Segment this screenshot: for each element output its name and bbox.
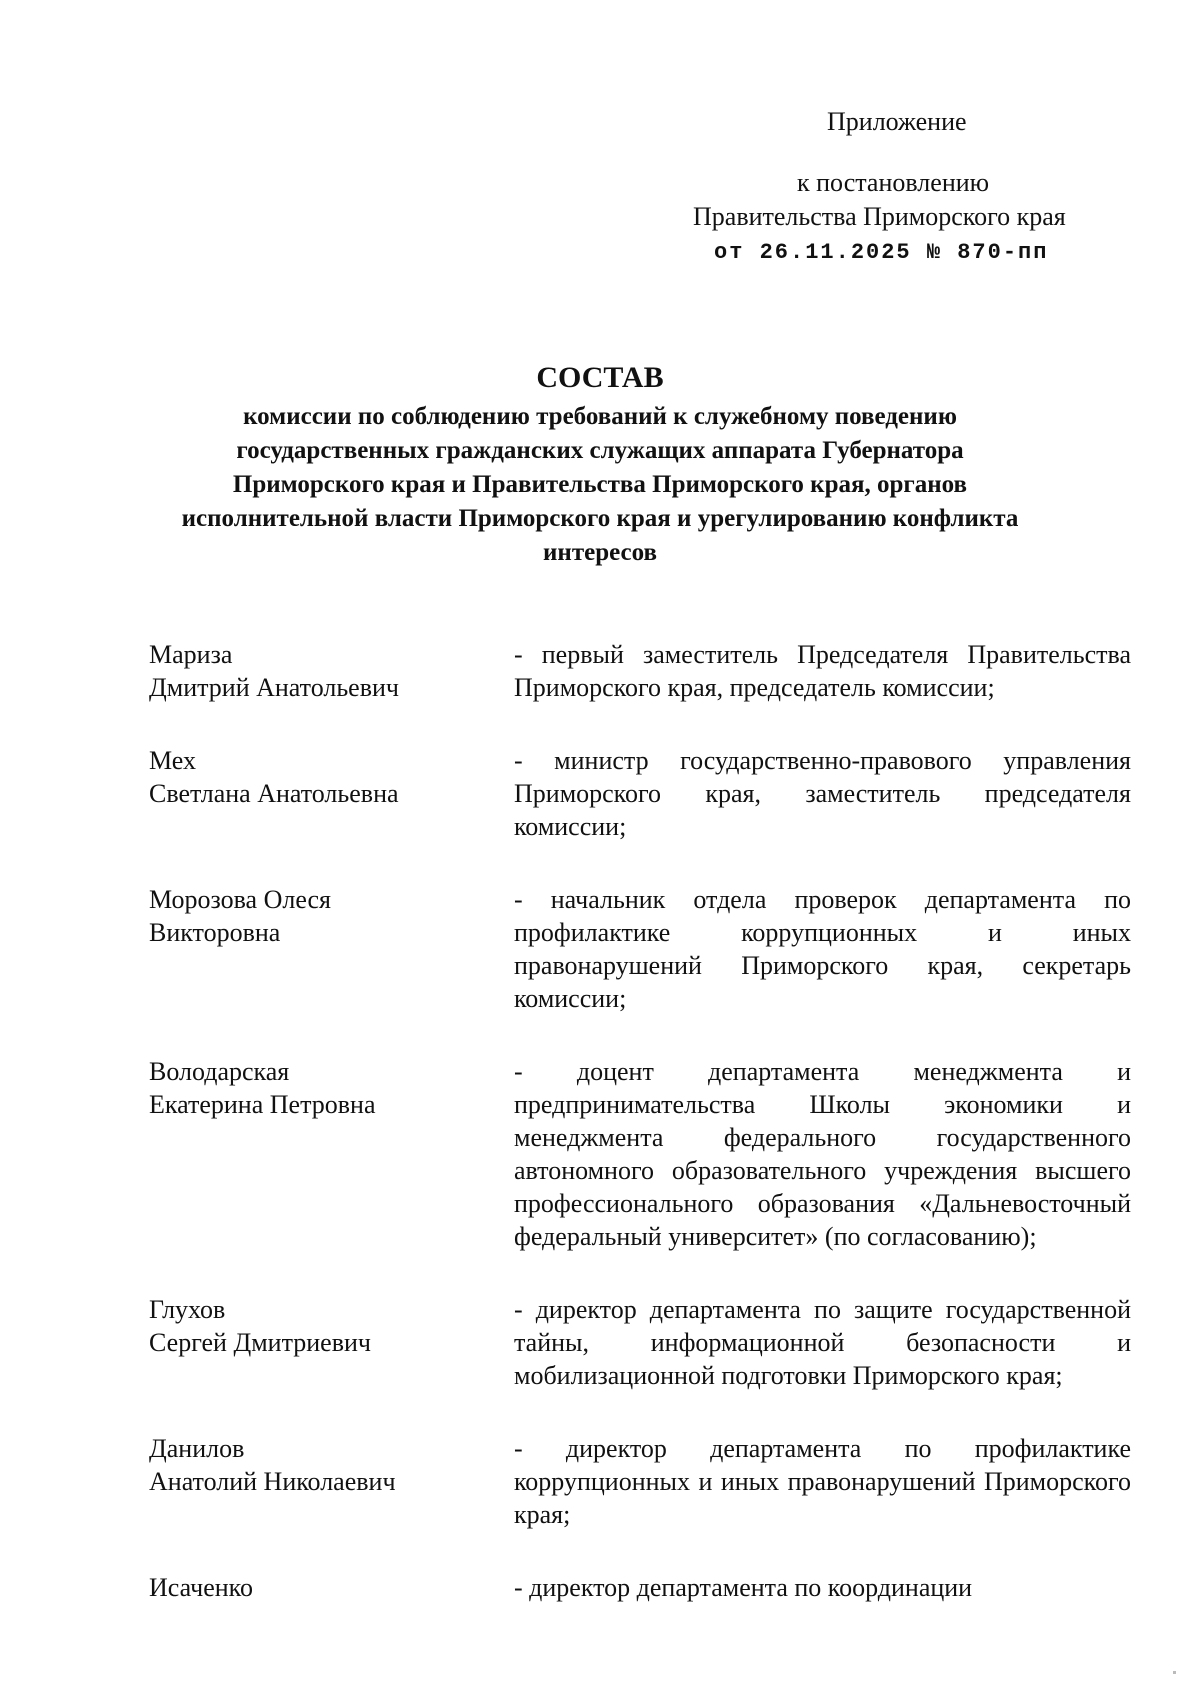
member-name xyxy=(149,1055,514,1121)
document-heading xyxy=(180,358,1020,570)
appendix-reference: к постановлению xyxy=(797,168,990,197)
scan-speck xyxy=(1173,1671,1176,1674)
member-surname: Мех xyxy=(149,746,196,775)
member-role: - министр государственно-правового управления Приморского края, заместитель председателя комиссии; xyxy=(514,746,1131,841)
member-surname: Данилов xyxy=(149,1434,245,1463)
member-given-names: Екатерина Петровна xyxy=(149,1090,376,1119)
member-name xyxy=(149,1432,514,1498)
member-given-names: Викторовна xyxy=(149,918,281,947)
member-given-names: Сергей Дмитриевич xyxy=(149,1328,371,1357)
member-given-names: Анатолий Николаевич xyxy=(149,1467,396,1496)
document-subtitle: комиссии по соблюдению требований к служебному поведению государственных гражданских служащих аппарата Губернатора Приморского края и Правительства Приморского края, органов исполнительной власти Приморского края и урегулированию конфликта интересов xyxy=(181,403,1019,566)
member-name xyxy=(149,1571,514,1604)
member-role: - директор департамента по координации xyxy=(514,1573,973,1602)
member-given-names: Дмитрий Анатольевич xyxy=(149,673,399,702)
appendix-government: Правительства Приморского края xyxy=(693,202,1066,231)
member-surname: Морозова Олеся xyxy=(149,885,331,914)
document-title: СОСТАВ xyxy=(536,361,664,394)
member-row xyxy=(149,744,1131,843)
member-surname: Мариза xyxy=(149,640,233,669)
member-row xyxy=(149,883,1131,1015)
appendix-title: Приложение xyxy=(827,107,967,136)
member-given-names: Светлана Анатольевна xyxy=(149,779,399,808)
member-role: - первый заместитель Председателя Правительства Приморского края, председатель комиссии; xyxy=(514,640,1131,702)
member-role: - директор департамента по профилактике коррупционных и иных правонарушений Приморского края; xyxy=(514,1434,1131,1529)
member-row xyxy=(149,1055,1131,1253)
member-name xyxy=(149,638,514,704)
member-row xyxy=(149,1432,1131,1531)
member-row xyxy=(149,1571,1131,1604)
member-list xyxy=(149,638,1131,1604)
member-name xyxy=(149,744,514,810)
member-row xyxy=(149,638,1131,704)
member-role: - начальник отдела проверок департамента по профилактике коррупционных и иных правонарушений Приморского края, секретарь комиссии; xyxy=(514,885,1131,1013)
member-surname: Исаченко xyxy=(149,1573,253,1602)
member-row xyxy=(149,1293,1131,1392)
member-role: - директор департамента по защите государственной тайны, информационной безопасности и мобилизационной подготовки Приморского края; xyxy=(514,1295,1131,1390)
member-name xyxy=(149,883,514,949)
member-name xyxy=(149,1293,514,1359)
member-role: - доцент департамента менеджмента и предпринимательства Школы экономики и менеджмента федерального государственного автономного образовательного учреждения высшего профессионального образования «Дальневосточный федеральный университет» (по согласованию); xyxy=(514,1057,1131,1251)
member-surname: Володарская xyxy=(149,1057,290,1086)
member-surname: Глухов xyxy=(149,1295,226,1324)
appendix-date-number: от 26.11.2025 № 870-пп xyxy=(714,240,1049,265)
